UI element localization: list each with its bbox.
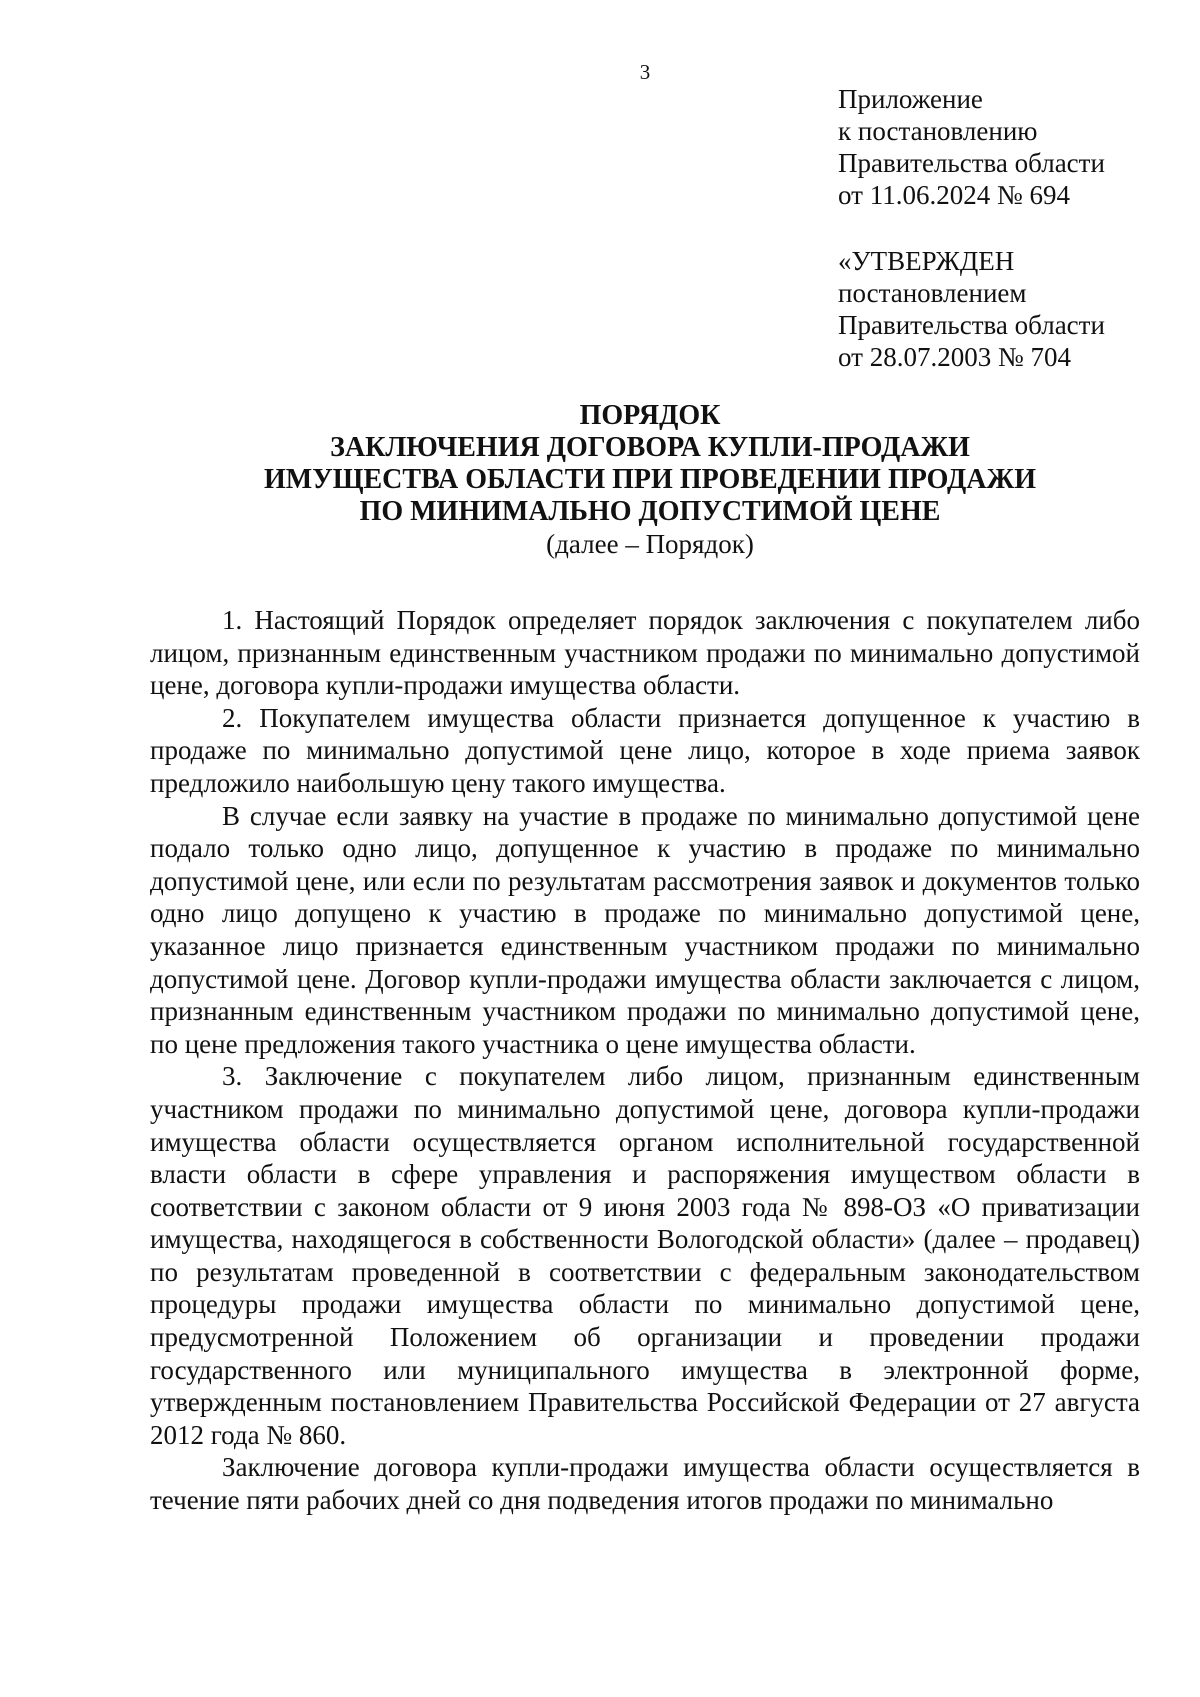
paragraph: Заключение договора купли-продажи имущества области осуществляется в течение пяти рабочих дней со дня подведения итогов продажи по минимально [150,1452,1140,1516]
document-title [150,400,1150,560]
approved-line: Правительства области [838,310,1105,340]
approved-line: постановлением [838,278,1027,308]
title-line: ЗАКЛЮЧЕНИЯ ДОГОВОРА КУПЛИ-ПРОДАЖИ [330,432,970,463]
appendix-line: от 11.06.2024 № 694 [838,180,1070,210]
approved-line: «УТВЕРЖДЕН [838,246,1015,276]
title-line: ПОРЯДОК [579,400,721,431]
appendix-line: Правительства области [838,148,1105,178]
appendix-block [838,83,1178,211]
title-line: ПО МИНИМАЛЬНО ДОПУСТИМОЙ ЦЕНЕ [359,496,941,527]
page-number: 3 [639,60,651,84]
appendix-line: к постановлению [838,116,1038,146]
paragraph: 1. Настоящий Порядок определяет порядок заключения с покупателем либо лицом, признанным единственным участником продажи по минимально допустимой цене, договора купли-продажи имущества области. [150,605,1140,701]
approved-block [838,245,1178,373]
paragraph: 3. Заключение с покупателем либо лицом, признанным единственным участником продажи по минимально допустимой цене, договора купли-продажи имущества области осуществляется органом исполнительной государственной власти области в сфере управления и распоряжения имуществом области в соответствии с законом области от 9 июня 2003 года № 898-ОЗ «О приватизации имущества, находящегося в собственности Вологодской области» (далее – продавец) по результатам проведенной в соответствии с федеральным законодательством процедуры продажи имущества области по минимально допустимой цене, предусмотренной Положением об организации и проведении продажи государственного или муниципального имущества в электронной форме, утвержденным постановлением Правительства Российской Федерации от 27 августа 2012 года № 860. [150,1061,1140,1450]
approved-line: от 28.07.2003 № 704 [838,342,1071,372]
paragraph: 2. Покупателем имущества области признается допущенное к участию в продаже по минимально допустимой цене лицо, которое в ходе приема заявок предложило наибольшую цену такого имущества. [150,702,1140,798]
paragraph: В случае если заявку на участие в продаже по минимально допустимой цене подало только одно лицо, допущенное к участию в продаже по минимально допустимой цене, или если по результатам рассмотрения заявок и документов только одно лицо допущено к участию в продаже по минимально допустимой цене, указанное лицо признается единственным участником продажи по минимально допустимой цене. Договор купли-продажи имущества области заключается с лицом, признанным единственным участником продажи по минимально допустимой цене, по цене предложения такого участника о цене имущества области. [150,800,1140,1059]
title-line: ИМУЩЕСТВА ОБЛАСТИ ПРИ ПРОВЕДЕНИИ ПРОДАЖИ [263,464,1036,495]
document-body [150,604,1140,1517]
appendix-line: Приложение [838,84,983,114]
title-subtitle: (далее – Порядок) [546,529,754,559]
